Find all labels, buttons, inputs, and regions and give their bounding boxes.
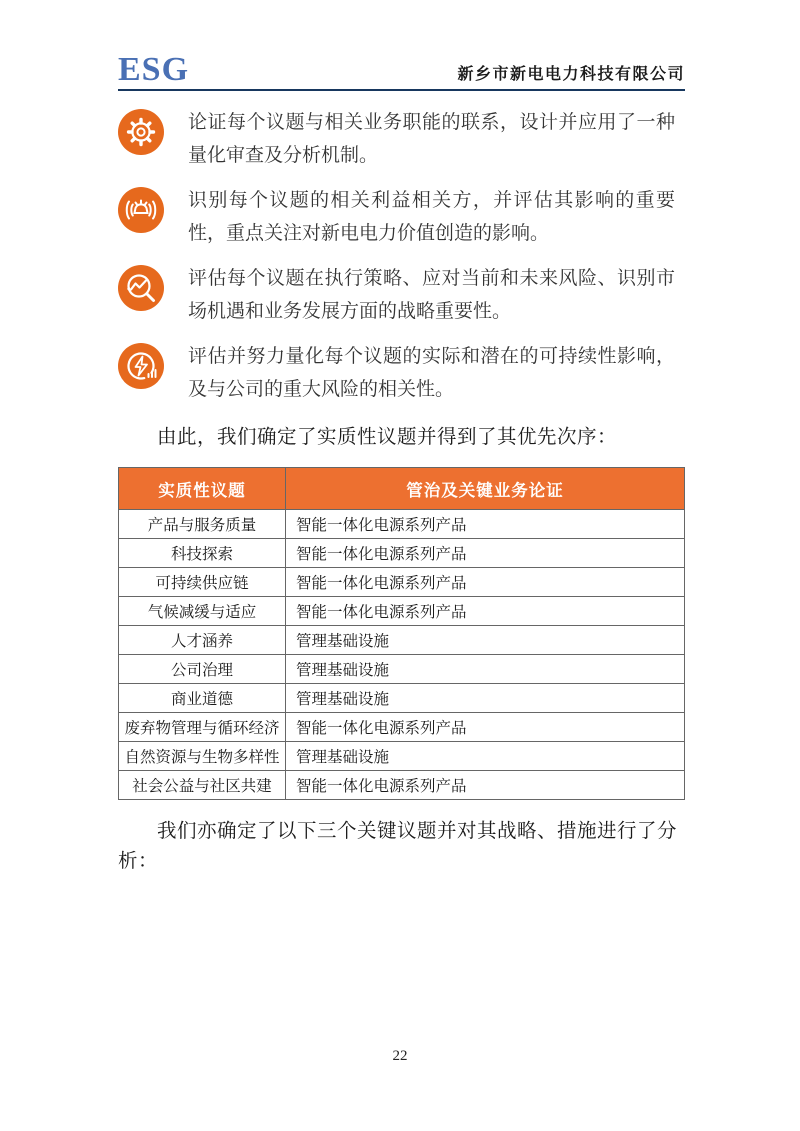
justification-cell: 智能一体化电源系列产品 (286, 771, 685, 800)
column-header-topic: 实质性议题 (119, 468, 286, 510)
outro-paragraph: 我们亦确定了以下三个关键议题并对其战略、措施进行了分析： (118, 821, 678, 872)
table-row (119, 684, 685, 713)
topic-cell: 社会公益与社区共建 (119, 771, 286, 800)
table-row (119, 655, 685, 684)
bullet-list (118, 106, 685, 406)
table-row (119, 742, 685, 771)
topic-cell: 人才涵养 (119, 626, 286, 655)
topic-cell: 商业道德 (119, 684, 286, 713)
list-item (118, 184, 685, 250)
column-header-justification: 管治及关键业务论证 (286, 468, 685, 510)
justification-cell: 管理基础设施 (286, 626, 685, 655)
company-name: 新乡市新电电力科技有限公司 (457, 64, 685, 83)
header-rule (118, 89, 685, 91)
page-header (118, 0, 685, 88)
justification-cell: 管理基础设施 (286, 655, 685, 684)
justification-cell: 智能一体化电源系列产品 (286, 597, 685, 626)
topic-cell: 科技探索 (119, 539, 286, 568)
topic-cell: 自然资源与生物多样性 (119, 742, 286, 771)
list-item (118, 262, 685, 328)
page-content (118, 0, 685, 877)
topic-cell: 可持续供应链 (119, 568, 286, 597)
table-row (119, 510, 685, 539)
list-item (118, 340, 685, 406)
table-row (119, 597, 685, 626)
page-number: 22 (392, 1048, 408, 1064)
justification-cell: 智能一体化电源系列产品 (286, 568, 685, 597)
table-row (119, 771, 685, 800)
topic-cell: 产品与服务质量 (119, 510, 286, 539)
table-row (119, 713, 685, 742)
topic-cell: 公司治理 (119, 655, 286, 684)
justification-cell: 智能一体化电源系列产品 (286, 713, 685, 742)
bullet-text: 评估并努力量化每个议题的实际和潜在的可持续性影响，及与公司的重大风险的相关性。 (188, 345, 675, 400)
table-header-row (119, 468, 685, 510)
energy-impact-icon (118, 343, 164, 389)
intro-paragraph: 由此，我们确定了实质性议题并得到了其优先次序： (157, 427, 618, 448)
gear-icon (118, 109, 164, 155)
table-row (119, 568, 685, 597)
materiality-table (118, 467, 685, 800)
bullet-text: 论证每个议题与相关业务职能的联系，设计并应用了一种量化审查及分析机制。 (188, 111, 675, 166)
topic-cell: 废弃物管理与循环经济 (119, 713, 286, 742)
bullet-text: 识别每个议题的相关利益相关方，并评估其影响的重要性，重点关注对新电电力价值创造的影响。 (188, 189, 675, 244)
stakeholder-alarm-icon (118, 187, 164, 233)
esg-logo: ESG (118, 51, 190, 88)
list-item (118, 106, 685, 172)
trend-search-icon (118, 265, 164, 311)
justification-cell: 智能一体化电源系列产品 (286, 510, 685, 539)
table-row (119, 539, 685, 568)
justification-cell: 管理基础设施 (286, 684, 685, 713)
table-row (119, 626, 685, 655)
bullet-text: 评估每个议题在执行策略、应对当前和未来风险、识别市场机遇和业务发展方面的战略重要性。 (188, 267, 675, 322)
topic-cell: 气候减缓与适应 (119, 597, 286, 626)
justification-cell: 智能一体化电源系列产品 (286, 539, 685, 568)
justification-cell: 管理基础设施 (286, 742, 685, 771)
